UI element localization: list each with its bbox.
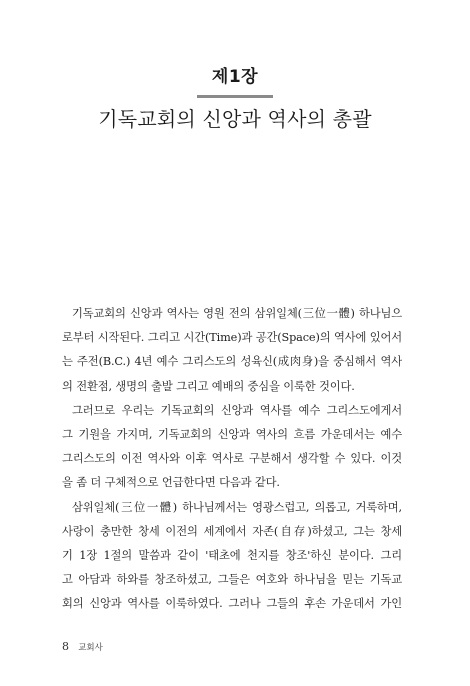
page-footer: [62, 640, 103, 653]
paragraph-3-line: 삼위일체(三位一體) 하나님께서는 영광스럽고, 의롭고, 거룩하며,: [72, 500, 402, 514]
paragraph-1-line: 기독교회의 신앙과 역사는 영원 전의 삼위일체(三位一體) 하나님으: [72, 307, 402, 320]
paragraph-1-line: 는 주전(B.C.) 4년 예수 그리스도의 성육신(成肉身)을 중심해서 역사: [62, 355, 402, 369]
chapter-label: 제1장: [211, 67, 259, 87]
body-text: [62, 302, 402, 616]
paragraph-2-line: 그 기원을 가지며, 기독교회의 신앙과 역사의 흐름 가운데서는 예수: [62, 427, 402, 441]
paragraph-2-line: 그러므로 우리는 기독교회의 신앙과 역사를 예수 그리스도에게서: [72, 403, 402, 417]
paragraph-1-line: 의 전환점, 생명의 출발 그리고 예배의 중심을 이룩한 것이다.: [62, 379, 355, 393]
page-number: 8: [62, 640, 69, 653]
paragraph-3-line: 기 1장 1절의 말씀과 같이 '태초에 천지를 창조'하신 분이다. 그리: [62, 548, 402, 562]
paragraph-3-line: 사랑이 충만한 창세 이전의 세계에서 자존(自存)하셨고, 그는 창세: [62, 524, 402, 538]
chapter-title: 기독교회의 신앙과 역사의 총괄: [98, 107, 372, 131]
paragraph-2-line: 그리스도의 이전 역사와 이후 역사로 구분해서 생각할 수 있다. 이것: [62, 452, 402, 466]
paragraph-3-line: 회의 신앙과 역사를 이룩하였다. 그러나 그들의 후손 가운데서 가인: [62, 597, 402, 611]
paragraph-3-line: 고 아담과 하와를 창조하셨고, 그들은 여호와 하나님을 믿는 기독교: [62, 573, 402, 587]
paragraph-1-line: 로부터 시작된다. 그리고 시간(Time)과 공간(Space)의 역사에 있어서: [62, 331, 402, 345]
paragraph-2-line: 을 좀 더 구체적으로 언급한다면 다음과 같다.: [62, 476, 280, 490]
chapter-divider: [197, 95, 273, 98]
running-head: 교회사: [78, 643, 103, 653]
